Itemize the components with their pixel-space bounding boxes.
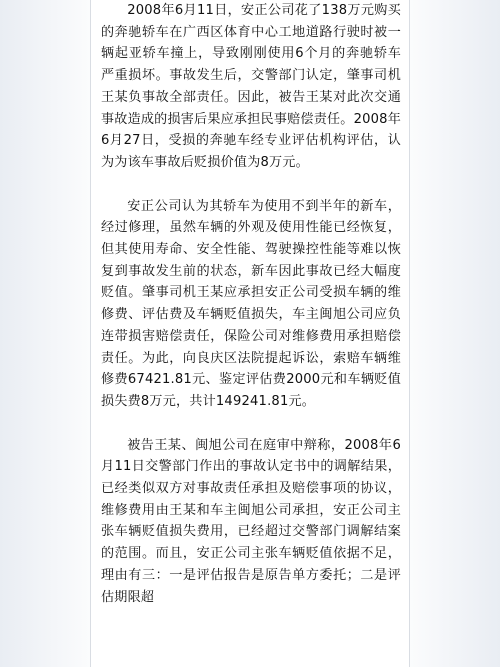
document-page: [90, 0, 410, 667]
paragraph-2: 安正公司认为其轿车为使用不到半年的新车，经过修理，虽然车辆的外观及使用性能已经恢复，但其使用寿命、安全性能、驾驶操控性能等难以恢复到事故发生前的状态，新车因此事故已经大幅度贬值。肇事司机王某应承担安正公司受损车辆的维修费、评估费及车辆贬值损失，车主闽旭公司应负连带损害赔偿责任，保险公司对维修费用承担赔偿责任。为此，向良庆区法院提起诉讼，索赔车辆维修费67421.81元、鉴定评估费2000元和车辆贬值损失费8万元，共计149241.81元。: [101, 198, 401, 409]
page-background-left: [0, 0, 90, 667]
document-body: [101, 0, 401, 608]
paragraph-3: 被告王某、闽旭公司在庭审中辩称，2008年6月11日交警部门作出的事故认定书中的调解结果，已经类似双方对事故责任承担及赔偿事项的协议，维修费用由王某和车主闽旭公司承担，安正公司主张车辆贬值损失费用，已经超过交警部门调解结案的范围。而且，安正公司主张车辆贬值依据不足，理由有三：一是评估报告是原告单方委托；二是评估期限超: [101, 437, 401, 605]
paragraph-gap: [101, 413, 401, 435]
paragraph-1: 2008年6月11日，安正公司花了138万元购买的奔驰轿车在广西区体育中心工地道路行驶时被一辆起亚轿车撞上，导致刚刚使用6个月的奔驰轿车严重损坏。事故发生后，交警部门认定，肇事司机王某负事故全部责任。因此，被告王某对此次交通事故造成的损害后果应承担民事赔偿责任。2008年6月27日，受损的奔驰车经专业评估机构评估，认为为该车事故后贬损价值为8万元。: [101, 3, 401, 170]
page-background-right: [410, 0, 500, 667]
paragraph-gap: [101, 174, 401, 196]
